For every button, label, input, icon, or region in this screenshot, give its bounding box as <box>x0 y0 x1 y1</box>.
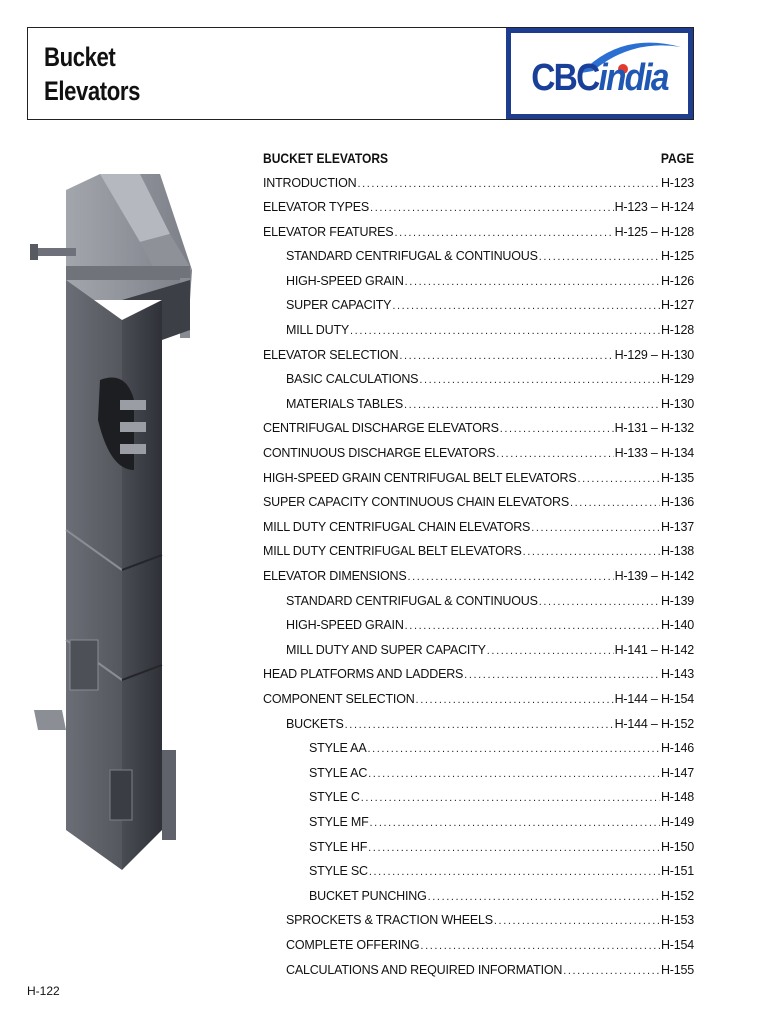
toc-entry-label: MATERIALS TABLES <box>286 396 403 411</box>
toc-entry <box>263 884 694 909</box>
toc-entry-page: H-137 <box>660 519 694 534</box>
toc-leader-dots <box>523 540 660 564</box>
toc-leader-dots <box>405 614 660 638</box>
toc-entry-page: H-144 – H-154 <box>614 691 694 706</box>
toc-entry <box>263 269 694 294</box>
toc-entry-page: H-148 <box>660 790 694 805</box>
toc-entry <box>263 933 694 958</box>
toc-entry-page: H-151 <box>660 864 694 879</box>
toc-entry <box>263 908 694 933</box>
toc-entry <box>263 441 694 466</box>
toc-rows <box>263 171 694 983</box>
toc-entry <box>263 810 694 835</box>
toc-leader-dots <box>368 762 660 786</box>
toc-leader-dots <box>392 294 660 318</box>
toc-heading: BUCKET ELEVATORS <box>263 150 389 166</box>
toc-entry-page: H-143 <box>660 667 694 682</box>
toc-entry <box>263 367 694 392</box>
toc-entry-label: MILL DUTY <box>286 323 350 338</box>
toc-entry <box>263 220 694 245</box>
toc-leader-dots <box>570 491 660 515</box>
toc-entry-label: SUPER CAPACITY <box>286 298 392 313</box>
toc-entry-label: CONTINUOUS DISCHARGE ELEVATORS <box>263 446 496 461</box>
toc-entry-label: HIGH-SPEED GRAIN CENTRIFUGAL BELT ELEVATORS <box>263 470 577 485</box>
toc-entry-page: H-141 – H-142 <box>614 642 694 657</box>
toc-entry-label: MILL DUTY AND SUPER CAPACITY <box>286 642 486 657</box>
toc-leader-dots <box>367 737 659 761</box>
toc-entry-page: H-155 <box>660 962 694 977</box>
toc-entry-page: H-128 <box>660 323 694 338</box>
toc-entry-label: STYLE C <box>309 790 360 805</box>
toc-leader-dots <box>428 885 660 909</box>
toc-entry-label: STYLE AA <box>309 741 367 756</box>
toc-entry-page: H-126 <box>660 273 694 288</box>
toc-entry-page: H-147 <box>660 765 694 780</box>
toc-entry-page: H-139 – H-142 <box>614 569 694 583</box>
toc-leader-dots <box>345 713 614 737</box>
toc-entry-page: H-130 <box>660 396 694 411</box>
toc-leader-dots <box>370 811 660 835</box>
toc-entry-label: STYLE SC <box>309 864 368 879</box>
toc-entry <box>263 416 694 441</box>
toc-entry-label: ELEVATOR FEATURES <box>263 224 394 239</box>
toc-leader-dots <box>405 270 660 294</box>
toc-entry-page: H-149 <box>660 814 694 829</box>
toc-leader-dots <box>416 688 614 712</box>
toc-leader-dots <box>399 344 613 368</box>
toc-entry <box>263 343 694 368</box>
toc-entry-page: H-153 <box>660 913 694 928</box>
toc-entry <box>263 564 694 589</box>
toc-leader-dots <box>370 196 614 220</box>
toc-entry-label: MILL DUTY CENTRIFUGAL BELT ELEVATORS <box>263 544 522 559</box>
toc-entry <box>263 244 694 269</box>
toc-entry <box>263 293 694 318</box>
toc-entry-label: ELEVATOR SELECTION <box>263 347 399 362</box>
toc-entry-page: H-127 <box>660 298 694 313</box>
toc-entry <box>263 589 694 614</box>
toc-entry-label: SUPER CAPACITY CONTINUOUS CHAIN ELEVATORS <box>263 495 569 510</box>
toc-entry <box>263 490 694 515</box>
toc-entry-label: MILL DUTY CENTRIFUGAL CHAIN ELEVATORS <box>263 519 531 534</box>
toc-leader-dots <box>577 467 659 491</box>
toc-leader-dots <box>404 393 660 417</box>
header-box <box>27 27 694 120</box>
toc-entry <box>263 859 694 884</box>
toc-entry <box>263 785 694 810</box>
toc-entry-page: H-136 <box>660 495 694 510</box>
toc-leader-dots <box>369 860 660 884</box>
toc-entry-page: H-144 – H-152 <box>614 716 694 731</box>
toc-entry <box>263 958 694 983</box>
toc-entry-label: BUCKET PUNCHING <box>309 888 427 903</box>
toc-entry-page: H-125 – H-128 <box>614 224 694 239</box>
toc-entry <box>263 195 694 220</box>
toc-entry-label: INTRODUCTION <box>263 175 357 190</box>
toc-entry-label: BUCKETS <box>286 716 344 731</box>
toc-entry-page: H-150 <box>660 839 694 854</box>
bucket-elevator-illustration <box>30 170 200 870</box>
toc-entry-label: HEAD PLATFORMS AND LADDERS <box>263 667 464 682</box>
toc-entry-label: STANDARD CENTRIFUGAL & CONTINUOUS <box>286 249 538 264</box>
toc-leader-dots <box>539 245 660 269</box>
toc-entry-label: CENTRIFUGAL DISCHARGE ELEVATORS <box>263 421 499 436</box>
logo-text: CBCindia <box>531 57 668 99</box>
toc-entry <box>263 712 694 737</box>
toc-leader-dots <box>563 959 660 983</box>
page-number: H-122 <box>27 984 60 998</box>
toc-entry-label: STYLE MF <box>309 814 369 829</box>
toc-entry-page: H-125 <box>660 249 694 264</box>
cbc-india-logo <box>506 28 693 119</box>
toc-entry <box>263 539 694 564</box>
toc-entry <box>263 515 694 540</box>
toc-entry-page: H-131 – H-132 <box>614 421 694 436</box>
toc-leader-dots <box>531 516 660 540</box>
toc-entry-label: STYLE AC <box>309 765 368 780</box>
toc-entry-label: HIGH-SPEED GRAIN <box>286 618 404 633</box>
toc-entry <box>263 171 694 196</box>
toc-leader-dots <box>407 565 613 589</box>
toc-entry-label: COMPONENT SELECTION <box>263 691 415 706</box>
toc-entry <box>263 318 694 343</box>
toc-leader-dots <box>361 786 660 810</box>
toc-leader-dots <box>419 368 660 392</box>
toc-leader-dots <box>420 934 660 958</box>
toc-leader-dots <box>464 663 660 687</box>
toc-entry <box>263 761 694 786</box>
toc-leader-dots <box>539 590 660 614</box>
toc-entry-label: ELEVATOR DIMENSIONS <box>263 569 407 583</box>
toc-entry <box>263 736 694 761</box>
toc-entry <box>263 466 694 491</box>
toc-entry <box>263 687 694 712</box>
toc-page-heading: PAGE <box>660 150 695 166</box>
title-line-2: Elevators <box>44 76 141 106</box>
toc-entry-label: SPROCKETS & TRACTION WHEELS <box>286 913 493 928</box>
toc-entry-page: H-138 <box>660 544 694 559</box>
toc-entry-page: H-123 – H-124 <box>614 200 694 215</box>
toc-entry <box>263 835 694 860</box>
toc-entry-page: H-129 – H-130 <box>614 347 694 362</box>
toc-entry-label: COMPLETE OFFERING <box>286 937 420 952</box>
toc-entry-label: CALCULATIONS AND REQUIRED INFORMATION <box>286 962 563 977</box>
toc-entry <box>263 662 694 687</box>
toc-leader-dots <box>487 639 614 663</box>
page-title <box>44 40 140 108</box>
toc-entry-page: H-139 <box>660 593 694 608</box>
toc-entry-label: STANDARD CENTRIFUGAL & CONTINUOUS <box>286 593 538 608</box>
toc-entry-page: H-129 <box>660 372 694 387</box>
toc-entry-page: H-140 <box>660 618 694 633</box>
toc-leader-dots <box>357 172 660 196</box>
toc-leader-dots <box>350 319 660 343</box>
toc-entry-page: H-146 <box>660 741 694 756</box>
toc-entry-page: H-133 – H-134 <box>614 446 694 461</box>
toc-header <box>263 146 694 170</box>
toc-entry <box>263 392 694 417</box>
toc-leader-dots <box>368 836 660 860</box>
toc-leader-dots <box>494 909 660 933</box>
toc-entry-label: ELEVATOR TYPES <box>263 200 370 215</box>
toc-entry <box>263 638 694 663</box>
toc-entry <box>263 613 694 638</box>
table-of-contents <box>263 146 694 982</box>
toc-entry-label: STYLE HF <box>309 839 368 854</box>
toc-entry-page: H-152 <box>660 888 694 903</box>
toc-entry-label: HIGH-SPEED GRAIN <box>286 273 404 288</box>
toc-leader-dots <box>496 442 613 466</box>
toc-entry-page: H-154 <box>660 937 694 952</box>
toc-entry-page: H-135 <box>660 470 694 485</box>
title-line-1: Bucket <box>44 42 116 72</box>
toc-leader-dots <box>500 417 614 441</box>
toc-entry-label: BASIC CALCULATIONS <box>286 372 419 387</box>
toc-leader-dots <box>394 221 613 245</box>
toc-entry-page: H-123 <box>660 175 694 190</box>
